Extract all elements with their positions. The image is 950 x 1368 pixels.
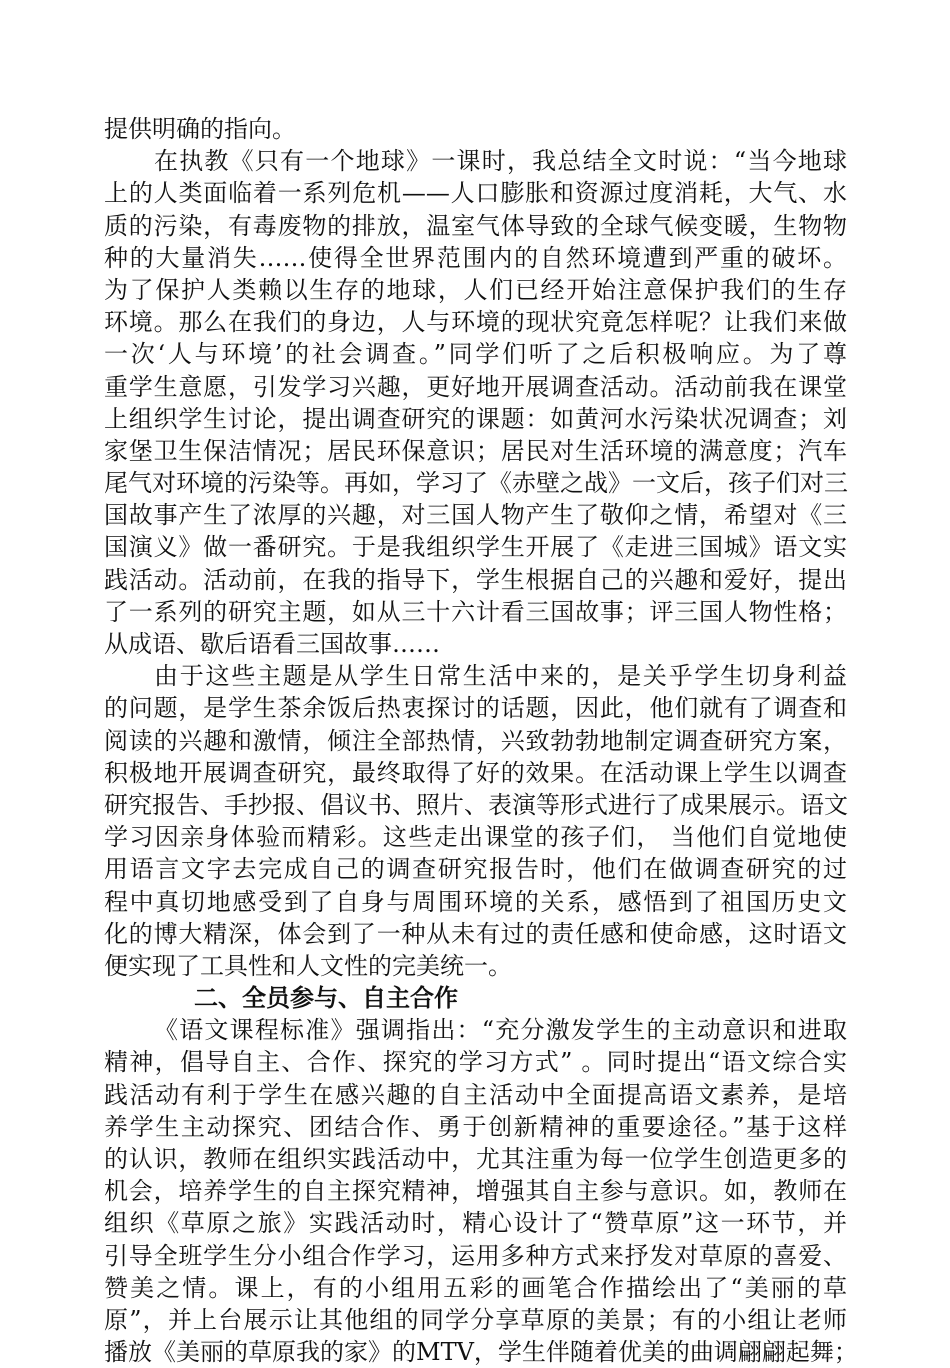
text-line: 种的大量消失……使得全世界范围内的自然环境遭到严重的破坏。: [104, 243, 847, 272]
text-line: 赞美之情。课上，有的小组用五彩的画笔合作描绘出了“美丽的草: [104, 1273, 847, 1302]
document-page: [104, 113, 858, 1368]
paragraph-curriculum-standard: [104, 1014, 858, 1368]
text-line: 化的博大精深，体会到了一种从未有过的责任感和使命感，这时语文: [104, 919, 847, 948]
text-line: 环境。那么在我们的身边，人与环境的现状究竟怎样呢？让我们来做: [104, 308, 847, 337]
text-line: 学习因亲身体验而精彩。这些走出课堂的孩子们， 当他们自觉地使: [104, 823, 847, 852]
text-line: 积极地开展调查研究，最终取得了好的效果。在活动课上学生以调查: [104, 758, 847, 787]
text-line: 引导全班学生分小组合作学习，运用多种方式来抒发对草原的喜爱、: [104, 1241, 847, 1270]
text-line: 国演义》做一番研究。于是我组织学生开展了《走进三国城》语文实: [104, 533, 847, 562]
paragraph-continuation: [104, 113, 847, 145]
text-line: 便实现了工具性和人文性的完美统一。: [104, 951, 512, 980]
text-line: 尾气对环境的污染等。再如，学习了《赤壁之战》一文后，孩子们对三: [104, 469, 848, 498]
text-line: 的认识，教师在组织实践活动中，尤其注重为每一位学生创造更多的: [104, 1145, 847, 1173]
text-line: 由于这些主题是从学生日常生活中来的，是关乎学生切身利益: [154, 662, 847, 691]
text-line: 养学生主动探究、团结合作、勇于创新精神的重要途径。”基于这样: [104, 1112, 847, 1141]
text-line: 精神，倡导自主、合作、探究的学习方式” 。同时提出“语文综合实: [104, 1048, 847, 1077]
text-line: 机会，培养学生的自主探究精神，增强其自主参与意识。如，教师在: [104, 1177, 847, 1206]
text-line: 践活动。活动前，在我的指导下，学生根据自己的兴趣和爱好，提出: [104, 565, 847, 594]
text-line: 阅读的兴趣和激情，倾注全部热情，兴致勃勃地制定调查研究方案，: [104, 726, 847, 755]
paragraph-student-interest: [104, 660, 847, 982]
text-line: 组织《草原之旅》实践活动时，精心设计了“赞草原”这一环节，并: [104, 1209, 847, 1238]
text-line: 践活动有利于学生在感兴趣的自主活动中全面提高语文素养，是培: [104, 1080, 847, 1109]
text-line: 国故事产生了浓厚的兴趣，对三国人物产生了敬仰之情，希望对《三: [104, 501, 847, 530]
text-line: 提供明确的指向。: [104, 115, 296, 143]
text-line: 程中真切地感受到了自身与周围环境的关系，感悟到了祖国历史文: [104, 887, 847, 916]
text-line: 用语言文字去完成自己的调查研究报告时，他们在做调查研究的过: [104, 855, 847, 884]
text-line: 从成语、歇后语看三国故事……: [104, 630, 440, 658]
text-line: 家堡卫生保洁情况；居民环保意识；居民对生活环境的满意度；汽车: [104, 436, 847, 465]
text-line: 了一系列的研究主题，如从三十六计看三国故事；评三国人物性格；: [104, 597, 847, 626]
text-line: 播放《美丽的草原我的家》的MTV，学生伴随着优美的曲调翩翩起舞；: [104, 1338, 858, 1367]
paragraph-earth-lesson: [104, 145, 847, 660]
text-line: 研究报告、手抄报、倡议书、照片、表演等形式进行了成果展示。语文: [104, 790, 848, 819]
text-line: 为了保护人类赖以生存的地球，人们已经开始注意保护我们的生存: [104, 275, 847, 304]
text-line: 上的人类面临着一系列危机——人口膨胀和资源过度消耗，大气、水: [104, 179, 847, 208]
text-line: 一次‘人与环境’的社会调查。”同学们听了之后积极响应。为了尊: [104, 340, 847, 369]
text-line: 重学生意愿，引发学习兴趣，更好地开展调查活动。活动前我在课堂: [104, 372, 847, 401]
text-line: 原”，并上台展示让其他组的同学分享草原的美景；有的小组让老师: [104, 1305, 847, 1334]
text-line: 的问题，是学生茶余饭后热衷探讨的话题，因此，他们就有了调查和: [104, 694, 847, 723]
text-line: 《语文课程标准》强调指出：“充分激发学生的主动意识和进取: [154, 1016, 847, 1045]
text-line: 上组织学生讨论，提出调查研究的课题：如黄河水污染状况调查；刘: [104, 404, 847, 433]
text-line: 质的污染，有毒废物的排放，温室气体导致的全球气候变暖，生物物: [104, 211, 847, 240]
text-line: 在执教《只有一个地球》一课时，我总结全文时说：“当今地球: [154, 147, 847, 176]
section-heading: 二、全员参与、自主合作: [194, 983, 458, 1013]
